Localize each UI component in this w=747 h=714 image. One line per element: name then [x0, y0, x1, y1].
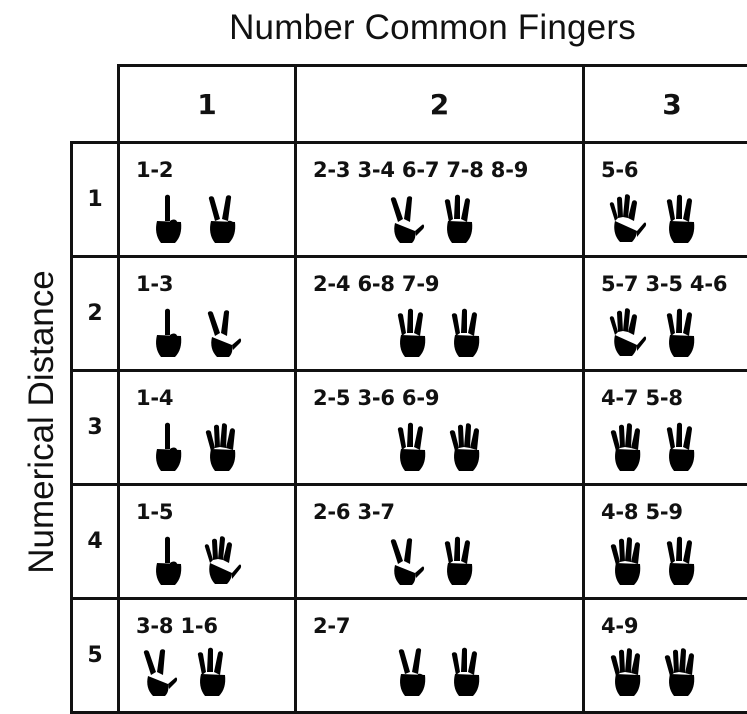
cell-r3-c2: [294, 369, 585, 486]
open-hand-icon: [607, 191, 647, 247]
cell-r2-c3: [582, 255, 747, 372]
cell-r1-c3: [582, 141, 747, 258]
pair-list: 2-5 3-6 6-9: [313, 386, 440, 410]
cell-r5-c2: [294, 597, 585, 714]
pair-list: 1-2: [136, 158, 174, 182]
pair-list: 5-7 3-5 4-6: [601, 272, 728, 296]
two-finger-thumb-hand-icon: [202, 305, 242, 361]
hand-pair: [392, 305, 486, 361]
hand-pair: [148, 419, 242, 475]
y-axis-label: Numerical Distance: [22, 270, 61, 574]
four-finger-hand-icon: [607, 644, 647, 700]
hand-pair: [607, 533, 701, 589]
four-finger-hand-icon: [607, 419, 647, 475]
three-finger-hand-icon: [439, 533, 479, 589]
three-finger-hand-icon: [439, 191, 479, 247]
two-finger-hand-icon: [202, 191, 242, 247]
three-finger-hand-icon: [446, 305, 486, 361]
diagram-title: Number Common Fingers: [229, 8, 636, 47]
two-finger-hand-icon: [392, 644, 432, 700]
pair-list: 4-8 5-9: [601, 500, 683, 524]
four-finger-hand-icon: [661, 644, 701, 700]
pair-list: 2-4 6-8 7-9: [313, 272, 440, 296]
cell-r1-c2: [294, 141, 585, 258]
pair-list: 2-3 3-4 6-7 7-8 8-9: [313, 158, 529, 182]
hand-pair: [148, 533, 242, 589]
pair-list: 3-8 1-6: [136, 614, 218, 638]
three-finger-hand-icon: [392, 419, 432, 475]
three-finger-hand-icon: [661, 533, 701, 589]
four-finger-hand-icon: [202, 419, 242, 475]
one-finger-hand-icon: [148, 419, 188, 475]
cell-r5-c1: [117, 597, 297, 714]
column-header-3: 3: [582, 64, 747, 144]
three-finger-hand-icon: [192, 644, 232, 700]
row-header-3: 3: [70, 369, 120, 486]
three-finger-hand-icon: [661, 419, 701, 475]
pair-list: 4-9: [601, 614, 639, 638]
pair-list: 5-6: [601, 158, 639, 182]
one-finger-hand-icon: [148, 191, 188, 247]
row-header-5: 5: [70, 597, 120, 714]
four-finger-hand-icon: [446, 419, 486, 475]
open-hand-icon: [607, 305, 647, 361]
pair-list: 1-4: [136, 386, 174, 410]
cell-r5-c3: [582, 597, 747, 714]
two-finger-thumb-hand-icon: [138, 644, 178, 700]
open-hand-icon: [202, 533, 242, 589]
row-header-2: 2: [70, 255, 120, 372]
hand-pair: [607, 305, 701, 361]
cell-r1-c1: [117, 141, 297, 258]
three-finger-hand-icon: [661, 191, 701, 247]
pair-list: 1-3: [136, 272, 174, 296]
pair-list: 1-5: [136, 500, 174, 524]
hand-pair: [385, 533, 479, 589]
hand-pair: [392, 644, 486, 700]
cell-r3-c1: [117, 369, 297, 486]
one-finger-hand-icon: [148, 533, 188, 589]
hand-pair: [385, 191, 479, 247]
three-finger-hand-icon: [392, 305, 432, 361]
hand-pair: [148, 305, 242, 361]
cell-r4-c2: [294, 483, 585, 600]
cell-r2-c2: [294, 255, 585, 372]
pair-list: 2-7: [313, 614, 351, 638]
two-finger-thumb-hand-icon: [385, 533, 425, 589]
four-finger-hand-icon: [607, 533, 647, 589]
hand-pair: [607, 191, 701, 247]
pair-list: 2-6 3-7: [313, 500, 395, 524]
cell-r3-c3: [582, 369, 747, 486]
hand-pair: [607, 644, 701, 700]
row-header-1: 1: [70, 141, 120, 258]
cell-r4-c1: [117, 483, 297, 600]
three-finger-hand-icon: [661, 305, 701, 361]
pair-list: 4-7 5-8: [601, 386, 683, 410]
hand-pair: [148, 191, 242, 247]
cell-r2-c1: [117, 255, 297, 372]
one-finger-hand-icon: [148, 305, 188, 361]
two-finger-thumb-hand-icon: [385, 191, 425, 247]
hand-pair: [392, 419, 486, 475]
column-header-2: 2: [294, 64, 585, 144]
row-header-4: 4: [70, 483, 120, 600]
hand-pair: [607, 419, 701, 475]
cell-r4-c3: [582, 483, 747, 600]
column-header-1: 1: [117, 64, 297, 144]
hand-pair: [138, 644, 232, 700]
three-finger-hand-icon: [446, 644, 486, 700]
